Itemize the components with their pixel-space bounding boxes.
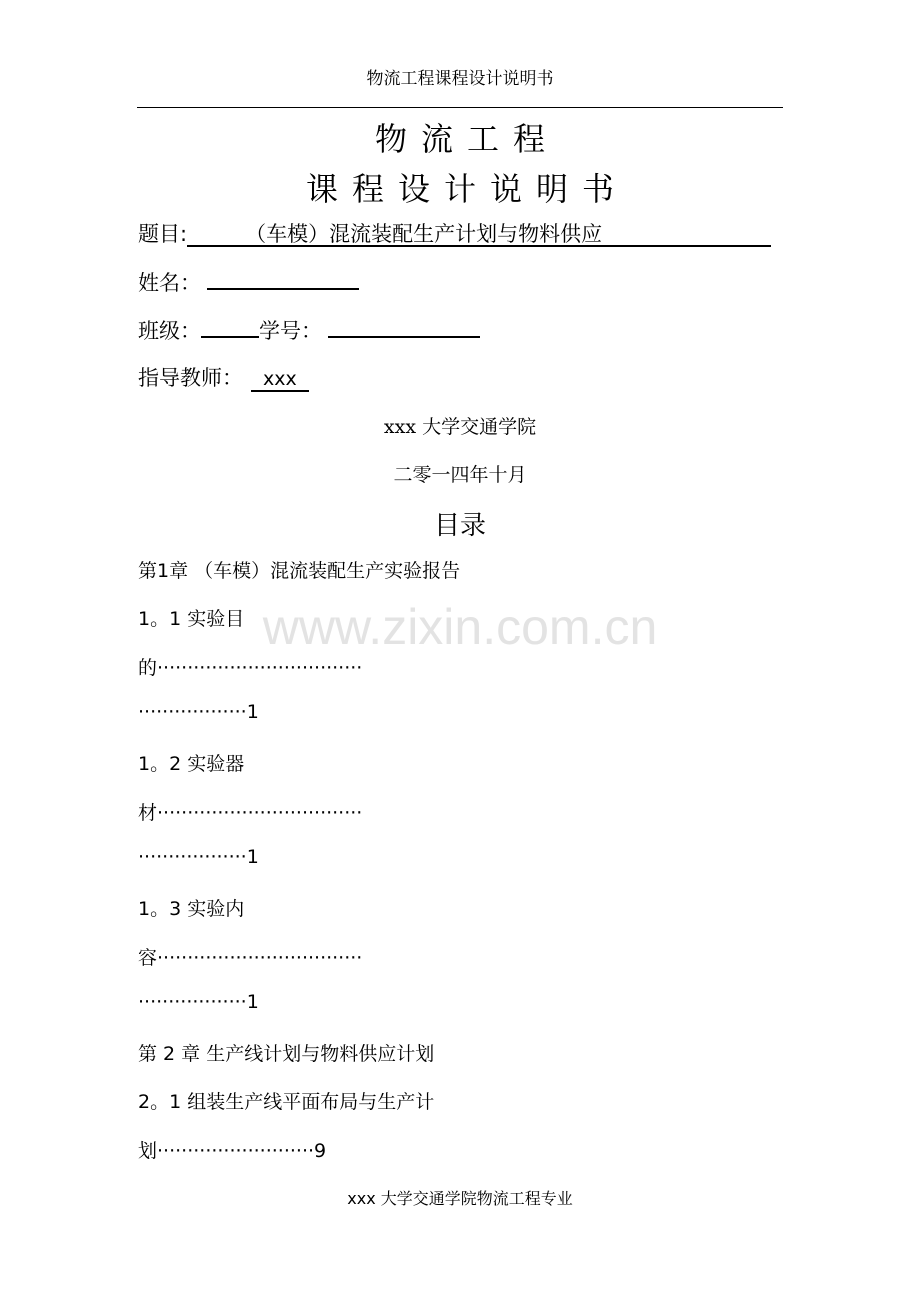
- running-header: 物流工程课程设计说明书: [366, 69, 554, 89]
- class-label: 班级：: [138, 319, 201, 343]
- topic-value: （车模）混流装配生产计划与物料供应: [187, 223, 771, 247]
- toc-title: 目录: [433, 511, 486, 541]
- toc-entry-1-3-leader: 容··································: [138, 947, 363, 969]
- name-label: 姓名：: [138, 271, 201, 295]
- toc-entry-1-3: 1。3 实验内: [138, 898, 245, 920]
- advisor-field: [138, 362, 309, 392]
- school-name: xxx 大学交通学院: [383, 416, 537, 438]
- toc-entry-1-2-leader: 材··································: [138, 802, 363, 824]
- advisor-value: xxx: [251, 370, 309, 392]
- running-footer: xxx 大学交通学院物流工程专业: [347, 1189, 573, 1208]
- toc-entry-1-2-page: ··················1: [138, 846, 259, 868]
- watermark: www.zixin.com.cn: [262, 599, 658, 655]
- toc-entry-1-1: 1。1 实验目: [138, 608, 245, 630]
- toc-entry-1-1-leader: 的··································: [138, 657, 363, 679]
- name-field: [138, 266, 359, 297]
- title-line-1: 物流工程: [374, 120, 559, 158]
- name-blank: [207, 266, 359, 290]
- toc-entry-2-1-leader: 划··························9: [138, 1140, 327, 1162]
- class-id-field: [138, 314, 480, 345]
- id-blank: [328, 314, 480, 338]
- document-date: 二零一四年十月: [393, 464, 527, 486]
- topic-field: [138, 218, 771, 248]
- toc-chapter-2: 第 2 章 生产线计划与物料供应计划: [138, 1043, 435, 1065]
- toc-entry-1-2: 1。2 实验器: [138, 753, 245, 775]
- toc-entry-1-3-page: ··················1: [138, 991, 259, 1013]
- header-rule: [137, 107, 783, 108]
- class-blank: [201, 314, 259, 338]
- id-label: 学号：: [259, 319, 322, 343]
- toc-chapter-1: 第1章 （车模）混流装配生产实验报告: [138, 560, 461, 582]
- toc-entry-1-1-page: ··················1: [138, 701, 259, 723]
- topic-label: 题目:: [138, 222, 188, 246]
- toc-entry-2-1: 2。1 组装生产线平面布局与生产计: [138, 1091, 435, 1113]
- advisor-label: 指导教师：: [138, 366, 243, 390]
- title-line-2: 课程设计说明书: [305, 170, 628, 208]
